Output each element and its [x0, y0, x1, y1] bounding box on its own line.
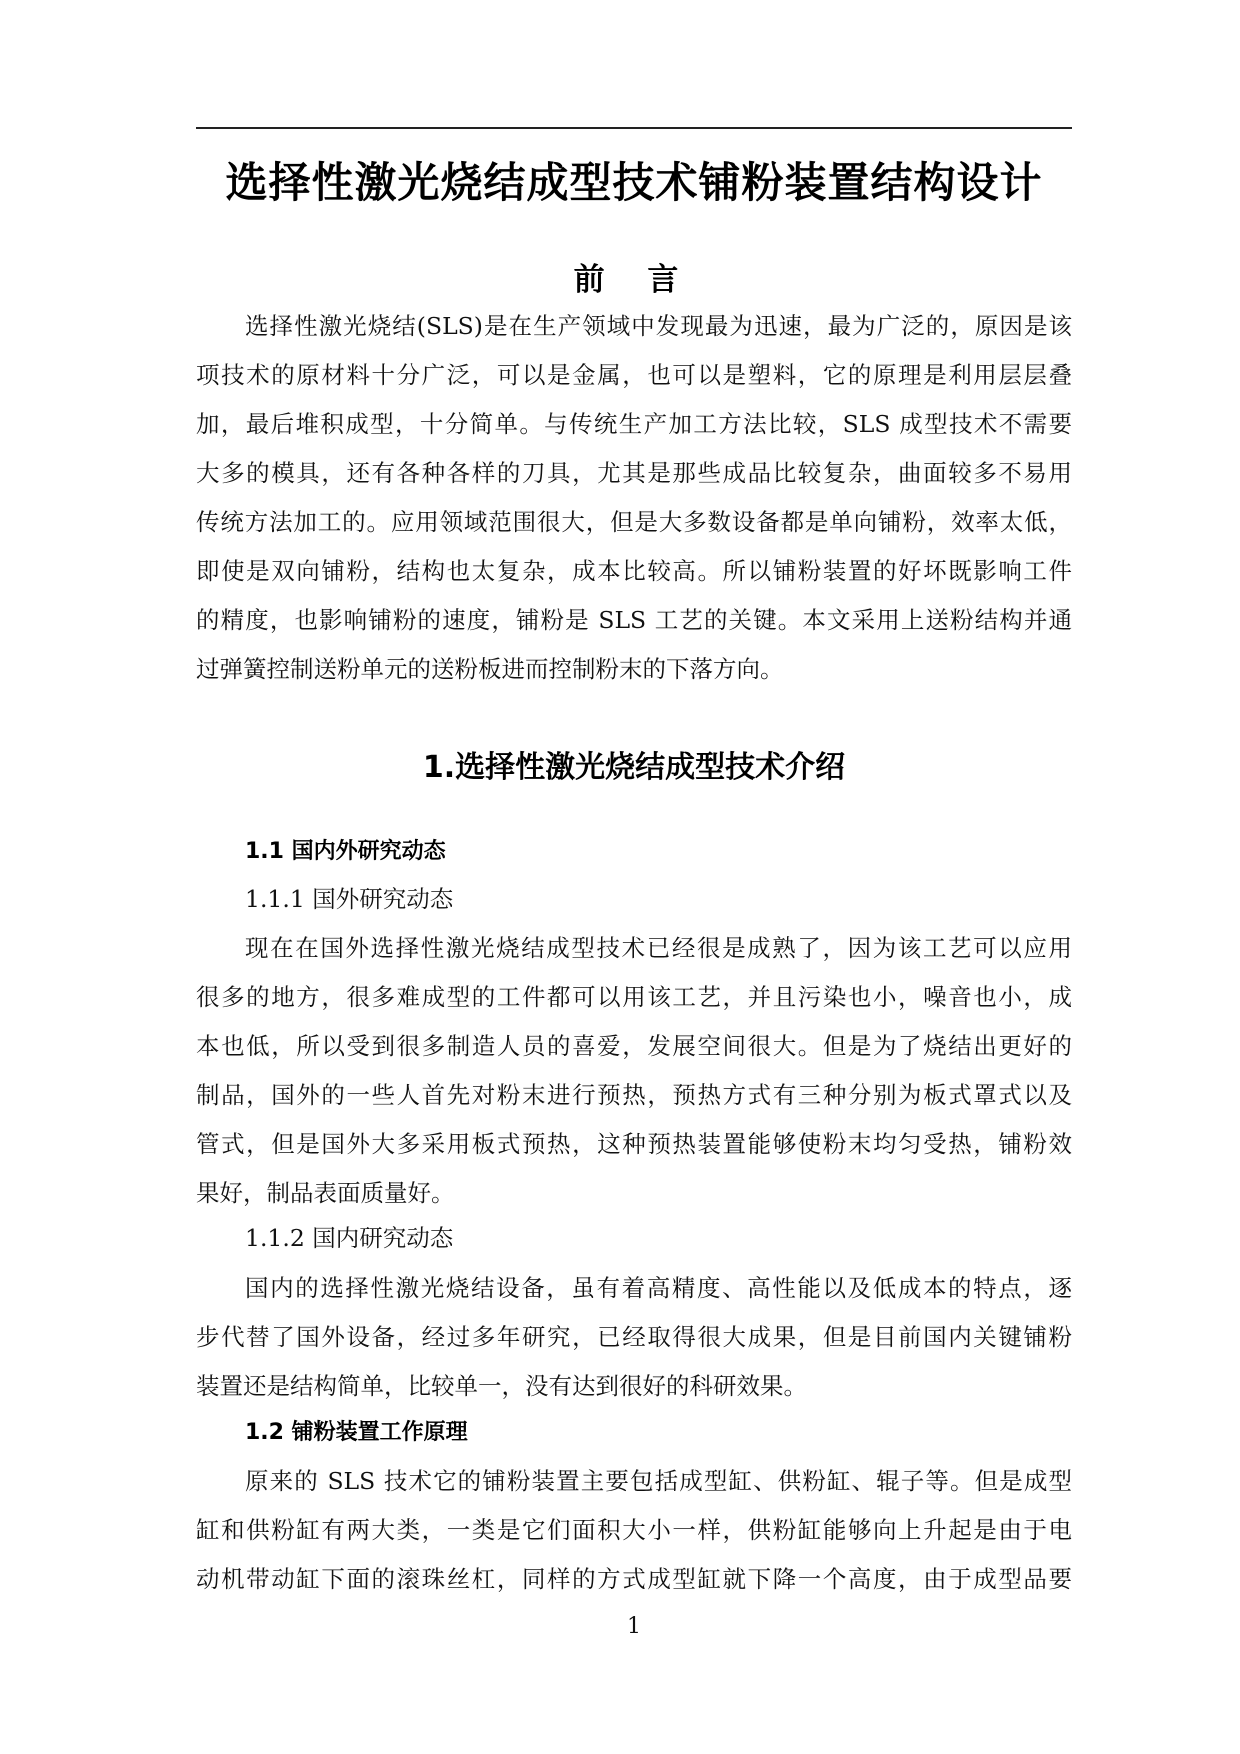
- section-1-2-paragraph: [196, 1457, 1072, 1604]
- text-line: 果好，制品表面质量好。: [196, 1179, 455, 1207]
- section-1-1-heading: 1.1 国内外研究动态: [245, 839, 446, 864]
- text-line: 项技术的原材料十分广泛，可以是金属，也可以是塑料，它的原理是利用层层叠: [196, 361, 1072, 389]
- text-line: 装置还是结构简单，比较单一，没有达到很好的科研效果。: [196, 1372, 807, 1400]
- text-line: 现在在国外选择性激光烧结成型技术已经很是成熟了，因为该工艺可以应用: [245, 934, 1072, 962]
- section-1-1-2-heading: 1.1.2 国内研究动态: [245, 1224, 454, 1252]
- section-1-heading: 1.选择性激光烧结成型技术介绍: [422, 750, 846, 785]
- text-line: 步代替了国外设备，经过多年研究，已经取得很大成果，但是目前国内关键铺粉: [196, 1323, 1072, 1351]
- section-1-1-1-paragraph: [196, 924, 1072, 1218]
- text-line: 制品，国外的一些人首先对粉末进行预热，预热方式有三种分别为板式罩式以及: [196, 1081, 1072, 1109]
- text-line: 国内的选择性激光烧结设备，虽有着高精度、高性能以及低成本的特点，逐: [245, 1274, 1072, 1302]
- preface-heading: 前 言: [573, 262, 695, 298]
- preface-paragraph: [196, 302, 1072, 694]
- document-title: 选择性激光烧结成型技术铺粉装置结构设计: [225, 158, 1043, 207]
- text-line: 加，最后堆积成型，十分简单。与传统生产加工方法比较，SLS 成型技术不需要: [196, 410, 1072, 438]
- text-line: 大多的模具，还有各种各样的刀具，尤其是那些成品比较复杂，曲面较多不易用: [196, 459, 1072, 487]
- text-line: 即使是双向铺粉，结构也太复杂，成本比较高。所以铺粉装置的好坏既影响工件: [196, 557, 1072, 585]
- text-line: 管式，但是国外大多采用板式预热，这种预热装置能够使粉末均匀受热，铺粉效: [196, 1130, 1072, 1158]
- text-line: 的精度，也影响铺粉的速度，铺粉是 SLS 工艺的关键。本文采用上送粉结构并通: [196, 606, 1072, 634]
- text-line: 传统方法加工的。应用领域范围很大，但是大多数设备都是单向铺粉，效率太低，: [196, 508, 1072, 536]
- section-1-1-2-paragraph: [196, 1264, 1072, 1411]
- text-line: 过弹簧控制送粉单元的送粉板进而控制粉末的下落方向。: [196, 655, 784, 683]
- page-number: 1: [627, 1614, 641, 1639]
- section-1-1-1-heading: 1.1.1 国外研究动态: [245, 885, 454, 913]
- text-line: 动机带动缸下面的滚珠丝杠，同样的方式成型缸就下降一个高度，由于成型品要: [196, 1565, 1072, 1593]
- text-line: 选择性激光烧结(SLS)是在生产领域中发现最为迅速，最为广泛的，原因是该: [245, 312, 1072, 340]
- text-line: 本也低，所以受到很多制造人员的喜爱，发展空间很大。但是为了烧结出更好的: [196, 1032, 1072, 1060]
- section-1-2-heading: 1.2 铺粉装置工作原理: [245, 1420, 468, 1445]
- header-rule: [196, 127, 1072, 129]
- text-line: 原来的 SLS 技术它的铺粉装置主要包括成型缸、供粉缸、辊子等。但是成型: [245, 1467, 1072, 1495]
- text-line: 很多的地方，很多难成型的工件都可以用该工艺，并且污染也小，噪音也小，成: [196, 983, 1072, 1011]
- text-line: 缸和供粉缸有两大类，一类是它们面积大小一样，供粉缸能够向上升起是由于电: [196, 1516, 1072, 1544]
